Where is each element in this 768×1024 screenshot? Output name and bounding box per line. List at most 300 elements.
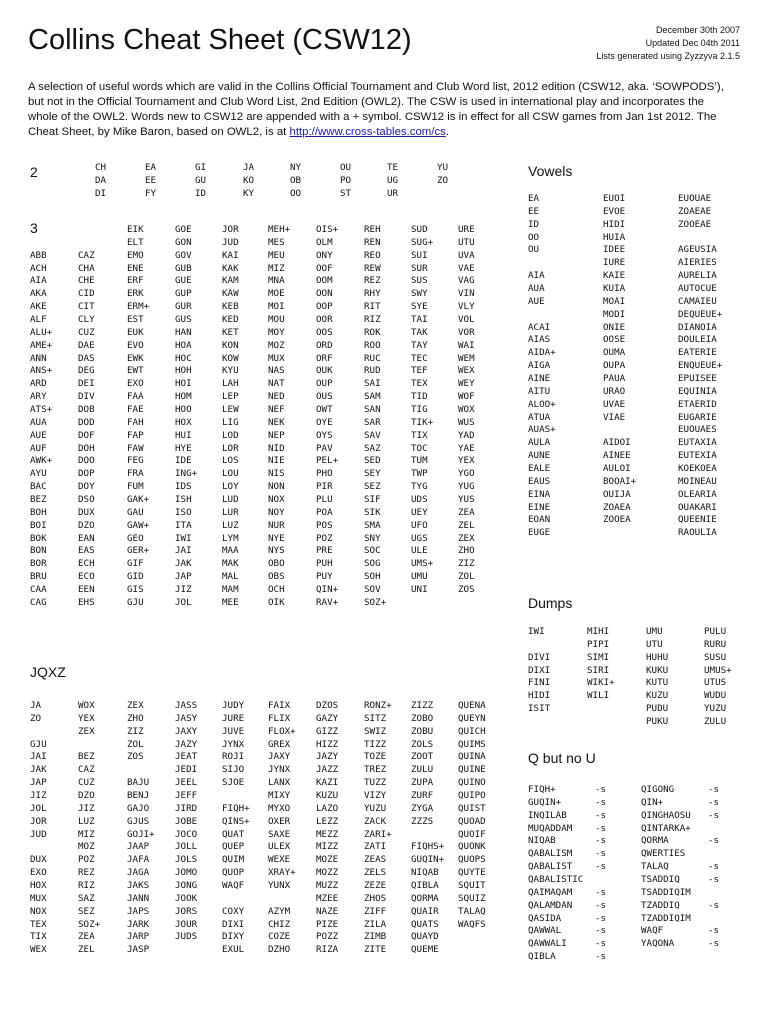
word-entry: JURE xyxy=(222,712,245,724)
word-entry: QUEENIE xyxy=(678,514,717,526)
word-entry: EPUISEE xyxy=(678,373,717,385)
word-entry: EWK xyxy=(127,352,144,364)
word-entry: KOW xyxy=(222,352,239,364)
word-entry: TID xyxy=(411,391,428,403)
word-entry xyxy=(603,527,636,540)
word-entry: QALAMDAN xyxy=(528,899,573,911)
word-entry: AIDA+ xyxy=(528,347,556,359)
word-entry: SQUIT xyxy=(458,880,486,892)
word-entry: KAM xyxy=(222,275,239,287)
word-entry: VOR xyxy=(458,326,475,338)
word-entry: SQUIZ xyxy=(458,892,486,904)
word-entry: YEX xyxy=(78,712,95,724)
word-entry: DAE xyxy=(78,339,95,351)
word-entry: SUSU xyxy=(704,651,727,663)
qnou-column xyxy=(595,784,606,964)
word-entry: YEX xyxy=(458,455,475,467)
word-entry: SOG xyxy=(364,558,381,570)
word-entry: UEY xyxy=(411,506,428,518)
word-entry: QUOPS xyxy=(458,854,486,866)
three-column xyxy=(316,224,338,610)
word-entry: CH xyxy=(95,162,107,173)
word-entry: NOX xyxy=(268,494,285,506)
word-entry: YAD xyxy=(458,429,475,441)
word-entry: DIXY xyxy=(222,931,245,943)
word-entry: SWIZ xyxy=(364,725,387,737)
word-entry: -s xyxy=(708,835,720,847)
word-entry: REN xyxy=(364,236,381,248)
word-entry: -s xyxy=(595,938,607,950)
word-entry: JOOK xyxy=(175,892,198,904)
word-entry: YUZU xyxy=(704,703,727,715)
word-entry: SED xyxy=(364,455,381,467)
word-entry: MODI xyxy=(603,308,626,320)
word-entry: MOZ xyxy=(268,339,285,351)
word-entry: JAP xyxy=(175,571,192,583)
word-entry: LOU xyxy=(222,468,239,480)
word-entry: SUD xyxy=(411,224,428,235)
word-entry: WEM xyxy=(458,352,475,364)
word-entry: QUATS xyxy=(411,918,439,930)
two-column xyxy=(95,162,106,201)
word-entry: -s xyxy=(595,861,607,873)
word-entry: JOLS xyxy=(175,854,198,866)
word-entry: OO xyxy=(290,187,302,199)
word-entry: ECH xyxy=(78,558,95,570)
word-entry xyxy=(708,848,719,861)
word-entry: EXUL xyxy=(222,944,245,956)
word-entry: OOP xyxy=(316,301,333,313)
word-entry: NON xyxy=(268,481,285,493)
word-entry: FAP xyxy=(127,429,144,441)
word-entry: SEZ xyxy=(78,905,95,917)
word-entry: KAK xyxy=(222,262,239,274)
word-entry: OUPA xyxy=(603,360,626,372)
word-entry: LANX xyxy=(268,777,291,789)
word-entry: SWY xyxy=(411,288,428,300)
word-entry: IURE xyxy=(603,257,626,269)
word-entry: -s xyxy=(708,938,720,950)
word-entry: RUD xyxy=(364,365,381,377)
word-entry: SAN xyxy=(364,404,381,416)
word-entry: JAPS xyxy=(127,905,150,917)
word-entry: MOU xyxy=(268,314,285,326)
word-entry: BRU xyxy=(30,571,47,583)
word-entry: MYXO xyxy=(268,802,291,814)
word-entry xyxy=(268,893,296,906)
word-entry: RIZ xyxy=(78,880,95,892)
word-entry: NIQAB xyxy=(528,835,556,847)
word-entry: GUB xyxy=(175,262,192,274)
word-entry: VIZY xyxy=(364,790,387,802)
section-jqxz: JQXZ xyxy=(30,664,66,680)
word-entry: OOSE xyxy=(603,334,626,346)
word-entry: ZHO xyxy=(458,545,475,557)
word-entry: UMS+ xyxy=(411,558,434,570)
word-entry: URE xyxy=(458,224,475,235)
word-entry: JASS xyxy=(175,700,198,711)
word-entry: CUZ xyxy=(78,326,95,338)
word-entry: EUTAXIA xyxy=(678,437,717,449)
word-entry: LOY xyxy=(222,481,239,493)
word-entry: POA xyxy=(316,506,333,518)
word-entry: -s xyxy=(708,925,720,937)
word-entry: GAZY xyxy=(316,712,339,724)
word-entry xyxy=(30,224,52,237)
word-entry: ZEL xyxy=(78,944,95,956)
word-entry: CAA xyxy=(30,584,47,596)
word-entry: DAS xyxy=(78,352,95,364)
word-entry: JEFF xyxy=(175,790,198,802)
word-entry: IDEE xyxy=(603,244,626,256)
word-entry: ZILA xyxy=(364,918,387,930)
word-entry: QUIM xyxy=(222,854,245,866)
word-entry: MOI xyxy=(268,301,285,313)
word-entry: -s xyxy=(595,796,607,808)
word-entry: JARP xyxy=(127,931,150,943)
word-entry: MOE xyxy=(268,288,285,300)
word-entry xyxy=(708,823,719,836)
word-entry: QUYTE xyxy=(458,867,486,879)
word-entry: RIZA xyxy=(316,944,339,956)
word-entry: YGO xyxy=(458,468,475,480)
word-entry: QUOIF xyxy=(458,828,486,840)
word-entry: WEXE xyxy=(268,854,291,866)
word-entry: MUX xyxy=(30,892,47,904)
word-entry: GUQIN+ xyxy=(528,796,562,808)
word-entry: PAV xyxy=(316,442,333,454)
word-entry: GAU xyxy=(127,506,144,518)
word-entry: OOR xyxy=(316,314,333,326)
word-entry: NEP xyxy=(268,429,285,441)
word-entry: MZEE xyxy=(316,892,339,904)
word-entry: AYU xyxy=(30,468,47,480)
word-entry: NIQAB xyxy=(411,867,439,879)
word-entry: DZO xyxy=(78,519,95,531)
word-entry: RIT xyxy=(364,301,381,313)
word-entry: MOZZ xyxy=(316,867,339,879)
word-entry: CLY xyxy=(78,314,95,326)
word-entry: VIN xyxy=(458,288,475,300)
word-entry: QUIPO xyxy=(458,790,486,802)
word-entry: MIXY xyxy=(268,790,291,802)
word-entry: RURU xyxy=(704,638,727,650)
word-entry: AULOI xyxy=(603,463,631,475)
word-entry: -s xyxy=(595,784,607,795)
word-entry: REH xyxy=(364,224,381,235)
word-entry: JAK xyxy=(175,558,192,570)
word-entry xyxy=(603,424,636,437)
word-entry: TEC xyxy=(411,352,428,364)
word-entry: ZEZE xyxy=(364,880,387,892)
word-entry: SAV xyxy=(364,429,381,441)
word-entry: VIAE xyxy=(603,411,626,423)
word-entry: GJU xyxy=(30,738,47,750)
word-entry: GAJO xyxy=(127,802,150,814)
word-entry: ONIE xyxy=(603,321,626,333)
word-entry: EHS xyxy=(78,596,95,608)
word-entry: VOL xyxy=(458,314,475,326)
word-entry: DEQUEUE+ xyxy=(678,308,723,320)
dumps-column xyxy=(528,626,550,716)
word-entry: ROJI xyxy=(222,751,245,763)
word-entry: EUOUAES xyxy=(678,424,717,436)
word-entry: ZEA xyxy=(78,931,95,943)
word-entry: TAY xyxy=(411,339,428,351)
word-entry: SUS xyxy=(411,275,428,287)
word-entry: PHO xyxy=(316,468,333,480)
word-entry: AIERIES xyxy=(678,257,717,269)
word-entry: NUR xyxy=(268,519,285,531)
word-entry: LAZO xyxy=(316,802,339,814)
word-entry: FIQH+ xyxy=(528,784,556,795)
word-entry: ORD xyxy=(316,339,333,351)
word-entry: PEL+ xyxy=(316,455,339,467)
word-entry: QUONK xyxy=(458,841,486,853)
word-entry xyxy=(595,874,606,887)
word-entry: YUZU xyxy=(364,802,387,814)
word-entry: PUH xyxy=(316,558,333,570)
word-entry: JAK xyxy=(30,764,47,776)
word-entry: SMA xyxy=(364,519,381,531)
word-entry: -s xyxy=(708,784,720,795)
word-entry: JOMO xyxy=(175,867,198,879)
word-entry xyxy=(30,237,52,250)
word-entry: CUZ xyxy=(78,777,95,789)
word-entry: GI xyxy=(195,162,207,173)
word-entry: EINA xyxy=(528,488,551,500)
jqxz-column xyxy=(316,700,338,957)
word-entry: AUA xyxy=(528,283,545,295)
word-entry xyxy=(678,232,722,245)
word-entry: DOF xyxy=(78,429,95,441)
word-entry: WEX xyxy=(30,944,47,956)
word-entry: PIZE xyxy=(316,918,339,930)
word-entry: WEY xyxy=(458,378,475,390)
word-entry: GAK+ xyxy=(127,494,150,506)
word-entry: ZO xyxy=(437,174,449,186)
word-entry: TREZ xyxy=(364,764,387,776)
word-entry: ZOOEA xyxy=(603,514,631,526)
word-entry: QIN+ xyxy=(641,796,664,808)
word-entry: UDS xyxy=(411,494,428,506)
word-entry: WUDU xyxy=(704,690,727,702)
word-entry xyxy=(708,951,719,964)
word-entry: HUI xyxy=(175,429,192,441)
word-entry: QORMA xyxy=(411,892,439,904)
word-entry: NAS xyxy=(268,365,285,377)
word-entry: POZ xyxy=(316,532,333,544)
word-entry: ACH xyxy=(30,262,47,274)
word-entry: AULA xyxy=(528,437,551,449)
word-entry: ERM+ xyxy=(127,301,150,313)
three-column xyxy=(458,224,475,610)
word-entry: FINI xyxy=(528,677,551,689)
word-entry: ULE xyxy=(411,545,428,557)
word-entry: TZADDIQIM xyxy=(641,912,691,924)
word-entry: PUKU xyxy=(646,716,669,728)
word-entry: ALF xyxy=(30,314,47,326)
word-entry: LEZZ xyxy=(316,815,339,827)
word-entry: QINTARKA+ xyxy=(641,822,691,834)
word-entry: QUAT xyxy=(222,828,245,840)
word-entry: TWP xyxy=(411,468,428,480)
word-entry: GID xyxy=(127,571,144,583)
word-entry: JAZY xyxy=(175,738,198,750)
word-entry: KYU xyxy=(222,365,239,377)
word-entry: AUAS+ xyxy=(528,424,556,436)
word-entry: -s xyxy=(595,899,607,911)
word-entry: DOH xyxy=(78,442,95,454)
word-entry xyxy=(528,257,556,270)
word-entry: JA xyxy=(243,162,255,173)
word-entry: JOL xyxy=(175,596,192,608)
word-entry: AIA xyxy=(30,275,47,287)
intro-text: A selection of useful words which are valid in the Collins Official Tournament and Club Word list, 2012 edition (CSW12, aka. ‘SOWPODS’), but not in the Official Tournament and Club Word List, 2nd Edition (OWL2). The CSW is used in international play and incorporates the whole of the OWL2. Words new to CSW12 are appended with a + symbol. CSW12 is in effect for all CSW games from Jan 1st 2012. The Cheat Sheet, by Mike Baron, based on OWL2, is at xyxy=(28,81,724,138)
word-entry: CID xyxy=(78,288,95,300)
two-column xyxy=(145,162,156,201)
word-entry: KON xyxy=(222,339,239,351)
word-entry: QUEYN xyxy=(458,712,486,724)
word-entry: -s xyxy=(708,899,720,911)
word-entry: HOX xyxy=(30,880,47,892)
word-entry: ZEAS xyxy=(364,854,387,866)
jqxz-column xyxy=(364,700,392,957)
word-entry: -s xyxy=(595,912,607,924)
word-entry: UMU xyxy=(411,571,428,583)
word-entry xyxy=(78,237,95,250)
word-entry: TIZZ xyxy=(364,738,387,750)
word-entry: OCH xyxy=(268,584,285,596)
word-entry xyxy=(708,887,719,900)
word-entry xyxy=(411,597,433,610)
word-entry: AIDOI xyxy=(603,437,631,449)
word-entry: UVA xyxy=(458,249,475,261)
word-entry: LYM xyxy=(222,532,239,544)
word-entry: HIZZ xyxy=(316,738,339,750)
word-entry: SEY xyxy=(364,468,381,480)
word-entry: UTU xyxy=(458,236,475,248)
word-entry: QABALISTIC xyxy=(528,874,584,886)
word-entry: KOEKOEA xyxy=(678,463,717,475)
word-entry: OYE xyxy=(316,416,333,428)
section-dumps: Dumps xyxy=(528,595,573,611)
word-entry: TAI xyxy=(411,314,428,326)
word-entry: AINE xyxy=(528,373,551,385)
word-entry: TOZE xyxy=(364,751,387,763)
word-entry: GUP xyxy=(175,288,192,300)
jqxz-column xyxy=(78,700,100,957)
word-entry: -s xyxy=(595,925,607,937)
word-entry: ULEX xyxy=(268,841,291,853)
word-entry: MIZZ xyxy=(316,841,339,853)
word-entry: TUZZ xyxy=(364,777,387,789)
word-entry xyxy=(411,829,444,842)
word-entry: WAQF xyxy=(641,925,664,937)
intro-end: . xyxy=(445,126,450,138)
word-entry: RONZ+ xyxy=(364,700,392,711)
word-entry: WOX xyxy=(78,700,95,711)
word-entry: EOAN xyxy=(528,514,551,526)
word-entry: GIF xyxy=(127,558,144,570)
word-entry: ZIZ xyxy=(458,558,475,570)
word-entry: ZEX xyxy=(458,532,475,544)
word-entry: GOV xyxy=(175,249,192,261)
word-entry: DUX xyxy=(30,854,47,866)
header-meta xyxy=(596,24,740,63)
word-entry: QABALISM xyxy=(528,848,573,860)
word-entry: ITA xyxy=(175,519,192,531)
word-entry: EA xyxy=(528,193,540,204)
word-entry: KUIA xyxy=(603,283,626,295)
word-entry: ONY xyxy=(316,249,333,261)
word-entry: WILI xyxy=(587,690,610,702)
word-entry: BOH xyxy=(30,506,47,518)
word-entry: YU xyxy=(437,162,449,173)
word-entry: QINS+ xyxy=(222,815,250,827)
word-entry: EAUS xyxy=(528,475,551,487)
word-entry: JOR xyxy=(30,815,47,827)
word-entry: SIF xyxy=(364,494,381,506)
word-entry: JASY xyxy=(175,712,198,724)
word-entry: MES xyxy=(268,236,285,248)
word-entry: ANN xyxy=(30,352,47,364)
word-entry xyxy=(78,739,100,752)
word-entry: QUICH xyxy=(458,725,486,737)
word-entry: JOLL xyxy=(175,841,198,853)
word-entry: AINEE xyxy=(603,450,631,462)
word-entry: DA xyxy=(95,174,107,186)
word-entry xyxy=(437,188,448,201)
word-entry: ALU+ xyxy=(30,326,53,338)
word-entry: QUAIR xyxy=(411,905,439,917)
word-entry: FAH xyxy=(127,416,144,428)
word-entry: COZE xyxy=(268,931,291,943)
word-entry xyxy=(708,913,719,926)
word-entry: GIS xyxy=(127,584,144,596)
word-entry: QORMA xyxy=(641,835,669,847)
word-entry: DIXI xyxy=(222,918,245,930)
word-entry: DIXI xyxy=(528,664,551,676)
word-entry: OUK xyxy=(316,365,333,377)
word-entry: BOOAI+ xyxy=(603,475,637,487)
word-entry: AUF xyxy=(30,442,47,454)
word-entry: WOX xyxy=(458,404,475,416)
word-entry: TZADDIQ xyxy=(641,899,680,911)
word-entry: DUX xyxy=(78,506,95,518)
word-entry: -s xyxy=(708,809,720,821)
word-entry: JARK xyxy=(127,918,150,930)
word-entry: KO xyxy=(243,174,255,186)
word-entry: EWT xyxy=(127,365,144,377)
word-entry: ID xyxy=(195,187,207,199)
word-entry: ZOAEAE xyxy=(678,205,712,217)
word-entry: LEP xyxy=(222,391,239,403)
word-entry: EINE xyxy=(528,501,551,513)
word-entry: UTU xyxy=(646,638,663,650)
word-entry: FLIX xyxy=(268,712,291,724)
word-entry: UMUS+ xyxy=(704,664,732,676)
word-entry: QUIMS xyxy=(458,738,486,750)
word-entry: EUGE xyxy=(528,527,551,539)
cheat-sheet-link[interactable]: http://www.cross-tables.com/cs xyxy=(289,126,446,138)
word-entry xyxy=(528,639,550,652)
word-entry: HOH xyxy=(175,365,192,377)
word-entry: BEZ xyxy=(30,494,47,506)
word-entry: DZOS xyxy=(316,700,339,711)
word-entry: SOV xyxy=(364,584,381,596)
word-entry: SAZ xyxy=(78,892,95,904)
